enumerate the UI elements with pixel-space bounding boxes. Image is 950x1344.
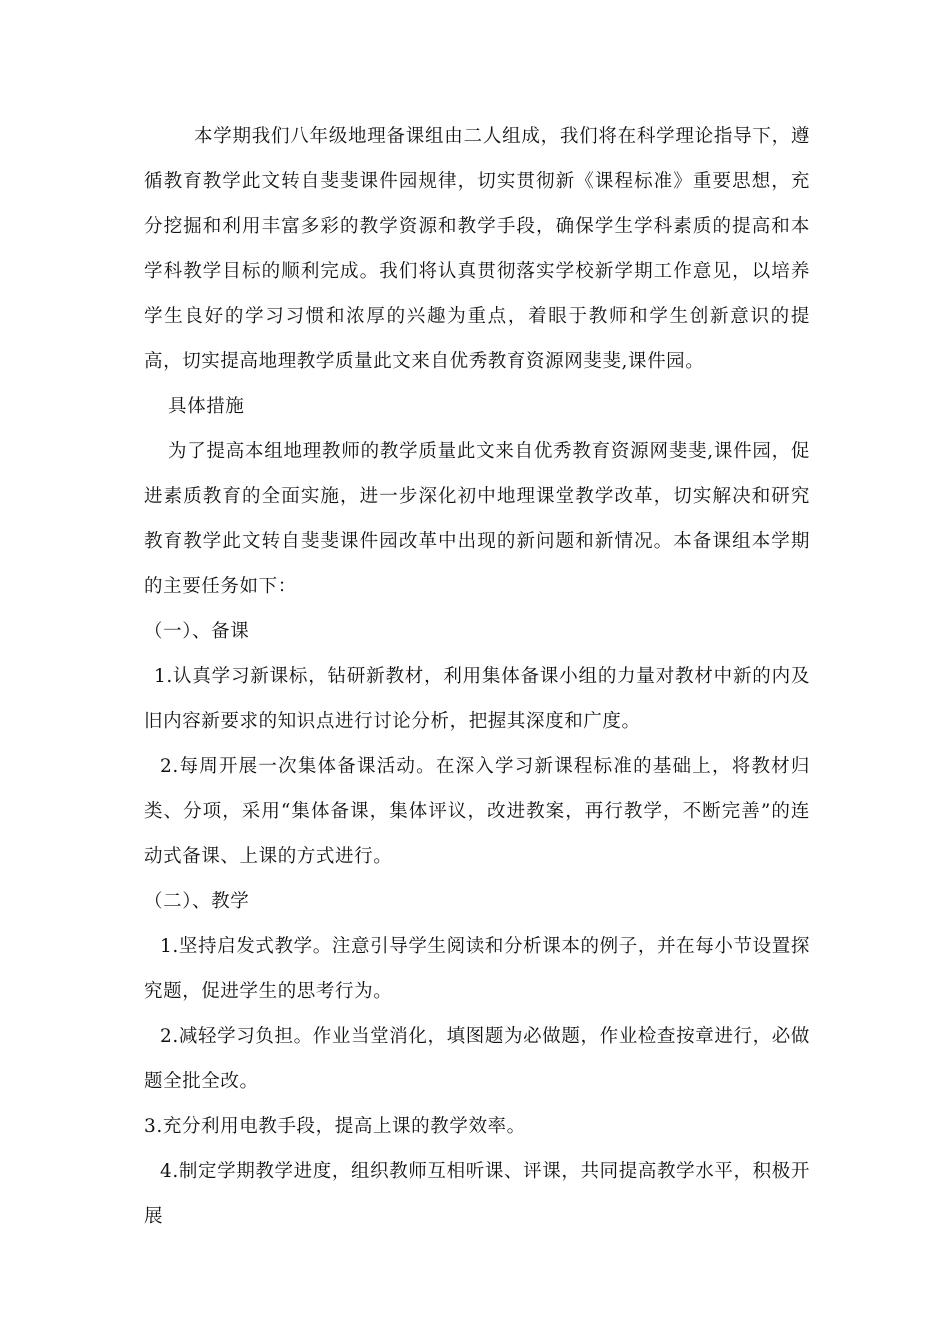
- document-body: [144, 114, 810, 1239]
- list-item-prep-1: 1.认真学习新课标，钻研新教材，利用集体备课小组的力量对教材中新的内及旧内容新要求的知识点进行讨论分析，把握其深度和广度。: [144, 666, 810, 732]
- subheading-lesson-prep: （一）、备课: [144, 621, 250, 642]
- list-item-teaching-1: 1.坚持启发式教学。注意引导学生阅读和分析课本的例子，并在每小节设置探究题，促进学生的思考行为。: [144, 936, 810, 1002]
- list-item-prep-2: 2.每周开展一次集体备课活动。在深入学习新课程标准的基础上，将教材归类、分项，采用“集体备课，集体评议，改进教案，再行教学，不断完善”的连动式备课、上课的方式进行。: [144, 756, 810, 867]
- list-item-teaching-4: 4.制定学期教学进度，组织教师互相听课、评课，共同提高教学水平，积极开展: [144, 1161, 810, 1227]
- section-heading-measures: 具体措施: [168, 396, 245, 417]
- subheading-teaching: （二）、教学: [144, 891, 250, 912]
- measures-paragraph: 为了提高本组地理教师的教学质量此文来自优秀教育资源网斐斐,课件园，促进素质教育的全面实施，进一步深化初中地理课堂教学改革，切实解决和研究教育教学此文转自斐斐课件园改革中出现的新问题和新情况。本备课组本学期的主要任务如下：: [144, 441, 810, 597]
- list-item-teaching-2: 2.减轻学习负担。作业当堂消化，填图题为必做题，作业检查按章进行，必做题全批全改。: [144, 1026, 810, 1092]
- intro-paragraph: 本学期我们八年级地理备课组由二人组成，我们将在科学理论指导下，遵循教育教学此文转自斐斐课件园规律，切实贯彻新《课程标准》重要思想，充分挖掘和利用丰富多彩的教学资源和教学手段，确保学生学科素质的提高和本学科教学目标的顺利完成。我们将认真贯彻落实学校新学期工作意见，以培养学生良好的学习习惯和浓厚的兴趣为重点，着眼于教师和学生创新意识的提高，切实提高地理教学质量此文来自优秀教育资源网斐斐,课件园。: [144, 126, 810, 372]
- list-item-teaching-3: 3.充分利用电教手段，提高上课的教学效率。: [144, 1116, 526, 1137]
